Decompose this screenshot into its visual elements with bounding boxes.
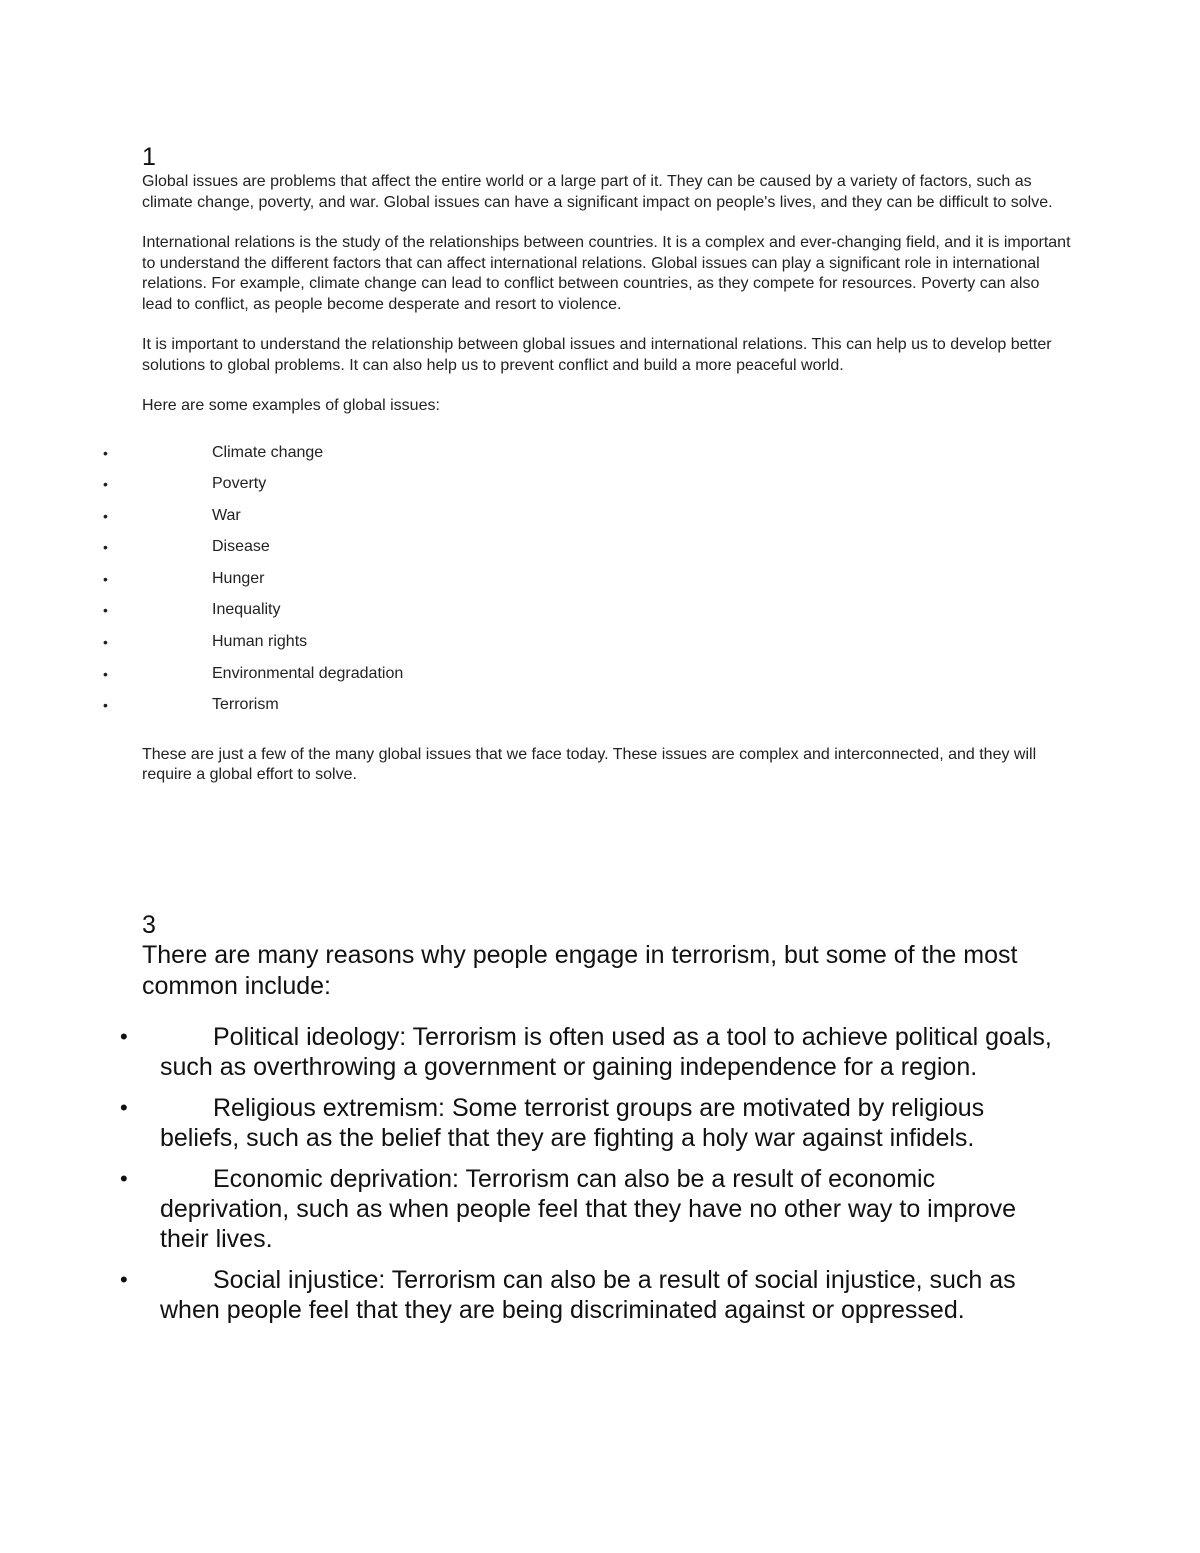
global-issues-list	[0, 443, 1072, 727]
list-item-text: Terrorism	[212, 696, 279, 714]
list-item	[0, 1022, 1070, 1082]
list-item-text: Environmental degradation	[212, 664, 404, 682]
bullet-icon: •	[120, 1024, 128, 1049]
bullet-icon: •	[120, 1166, 128, 1191]
list-item-text: Religious extremism: Some terrorist groups are motivated by religious beliefs, such as the belief that they are fighting a holy war against infidels.	[160, 1094, 985, 1152]
section-1-paragraph-1: Global issues are problems that affect the entire world or a large part of it. They can be caused by a variety of factors, such as climate change, poverty, and war. Global issues can have a significant impact on people's lives, and they can be difficult to solve.	[142, 173, 1053, 211]
list-item-text: Inequality	[212, 601, 281, 619]
list-item-text: Social injustice: Terrorism can also be a result of social injustice, such as when people feel that they are being discriminated against or oppressed.	[160, 1266, 1016, 1324]
bullet-icon: •	[103, 539, 108, 556]
section-1	[103, 142, 1072, 806]
section-1-paragraph-2: International relations is the study of the relationships between countries. It is a complex and ever-changing field, and it is important to understand the different factors that can affect international relations. Global issues can play a significant role in international relations. For example, climate change can lead to conflict between countries, as they compete for resources. Poverty can also lead to conflict, as people become desperate and resort to violence.	[142, 234, 1071, 313]
section-3-intro: There are many reasons why people engage in terrorism, but some of the most common include:	[142, 941, 1018, 1000]
bullet-icon: •	[120, 1267, 128, 1292]
list-item-text: Hunger	[212, 569, 265, 587]
list-item	[0, 1164, 1070, 1254]
list-item	[0, 569, 1072, 601]
list-item-text: Disease	[212, 538, 270, 556]
section-1-closing: These are just a few of the many global issues that we face today. These issues are complex and interconnected, and they will require a global effort to solve.	[142, 745, 1037, 784]
list-item	[0, 474, 1072, 506]
list-item	[0, 632, 1072, 664]
list-item	[0, 695, 1072, 727]
bullet-icon: •	[103, 570, 108, 587]
list-item-text: War	[212, 506, 241, 524]
section-1-paragraph-3: It is important to understand the relationship between global issues and international relations. This can help us to develop better solutions to global problems. It can also help us to prevent conflict and build a more peaceful world.	[142, 336, 1052, 374]
list-item-text: Economic deprivation: Terrorism can also be a result of economic deprivation, such as when people feel that they have no other way to improve their lives.	[160, 1165, 1017, 1253]
list-item	[0, 1093, 1070, 1153]
section-3	[120, 910, 1082, 1336]
bullet-icon: •	[103, 476, 108, 493]
section-1-number: 1	[142, 143, 156, 171]
list-item	[0, 664, 1072, 696]
terrorism-reasons-list	[0, 1022, 1082, 1325]
list-item	[0, 537, 1072, 569]
list-item	[0, 600, 1072, 632]
section-3-number: 3	[142, 911, 156, 939]
list-item	[0, 1265, 1070, 1325]
bullet-icon: •	[103, 444, 108, 461]
list-item-text: Human rights	[212, 633, 308, 651]
list-item	[0, 443, 1072, 475]
bullet-icon: •	[103, 634, 108, 651]
bullet-icon: •	[103, 697, 108, 714]
section-1-paragraph-4: Here are some examples of global issues:	[142, 397, 440, 414]
list-item	[0, 506, 1072, 538]
bullet-icon: •	[103, 602, 108, 619]
bullet-icon: •	[103, 507, 108, 524]
bullet-icon: •	[120, 1095, 128, 1120]
list-item-text: Political ideology: Terrorism is often used as a tool to achieve political goals, such as overthrowing a government or gaining independence for a region.	[160, 1023, 1052, 1081]
bullet-icon: •	[103, 665, 108, 682]
list-item-text: Poverty	[212, 475, 267, 493]
list-item-text: Climate change	[212, 443, 324, 461]
